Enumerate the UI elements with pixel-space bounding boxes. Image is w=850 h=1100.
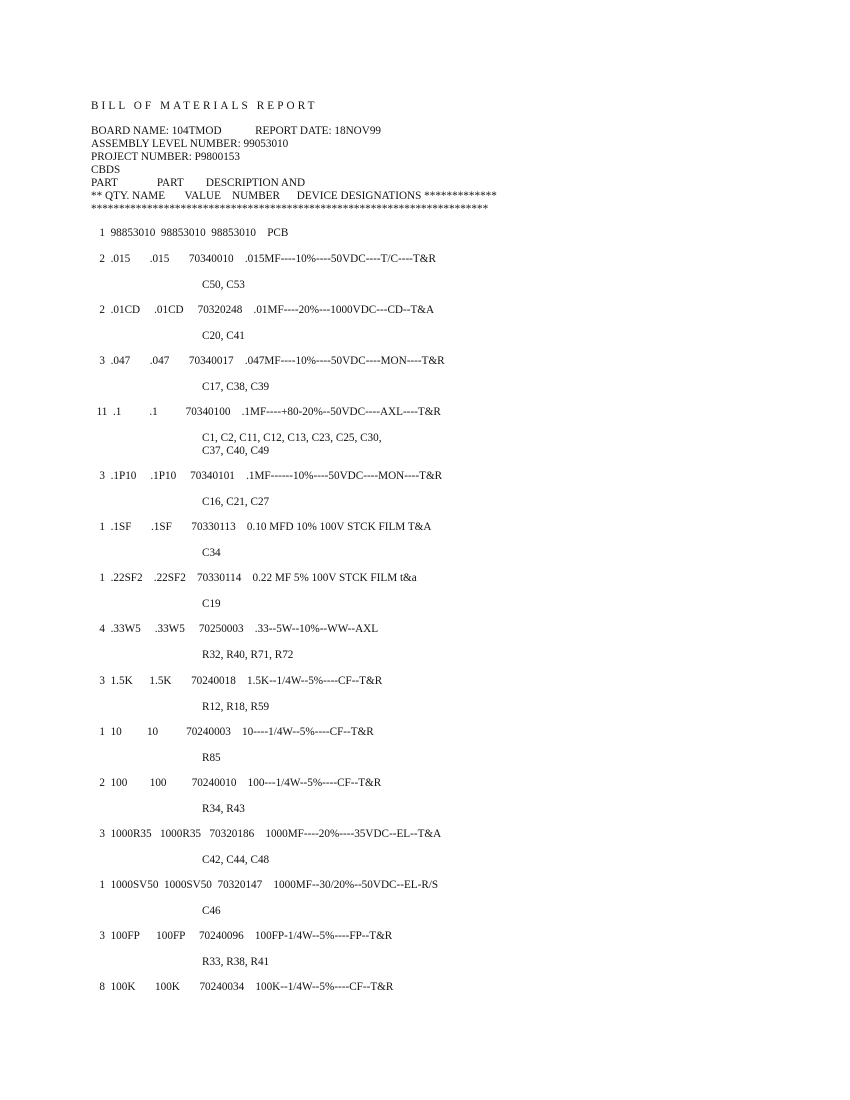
- device-designators: C34: [202, 547, 221, 559]
- bom-row: 8 100K 100K 70240034 100K--1/4W--5%----CF--T&R: [91, 981, 394, 993]
- bom-row: 1 .1SF .1SF 70330113 0.10 MFD 10% 100V STCK FILM T&A: [91, 521, 432, 533]
- device-designators: R34, R43: [202, 803, 245, 815]
- bom-row: 1 .22SF2 .22SF2 70330114 0.22 MF 5% 100V STCK FILM t&a: [91, 572, 417, 584]
- project-number-line: PROJECT NUMBER: P9800153: [91, 151, 240, 163]
- device-designators: C50, C53: [202, 279, 245, 291]
- device-designators: C20, C41: [202, 330, 245, 342]
- device-designators: R32, R40, R71, R72: [202, 649, 294, 661]
- cbds-line: CBDS: [91, 164, 121, 176]
- bom-row: 2 100 100 70240010 100---1/4W--5%----CF--T&R: [91, 777, 382, 789]
- device-designators: R12, R18, R59: [202, 701, 270, 713]
- bom-row: 3 1.5K 1.5K 70240018 1.5K--1/4W--5%----CF--T&R: [91, 675, 383, 687]
- separator-stars: ***********************************************************************: [91, 203, 489, 215]
- device-designators: R33, R38, R41: [202, 956, 270, 968]
- column-header-2: ** QTY. NAME VALUE NUMBER DEVICE DESIGNATIONS *************: [91, 190, 497, 202]
- bom-row: 4 .33W5 .33W5 70250003 .33--5W--10%--WW--AXL: [91, 623, 379, 635]
- device-designators: C17, C38, C39: [202, 381, 270, 393]
- bom-row: 1 98853010 98853010 98853010 PCB: [91, 227, 289, 239]
- device-designators: C37, C40, C49: [202, 445, 270, 457]
- bom-row: 2 .015 .015 70340010 .015MF----10%----50VDC----T/C----T&R: [91, 253, 436, 265]
- device-designators: C42, C44, C48: [202, 854, 270, 866]
- bom-row: 3 100FP 100FP 70240096 100FP-1/4W--5%----FP--T&R: [91, 930, 393, 942]
- bom-row: 3 1000R35 1000R35 70320186 1000MF----20%----35VDC--EL--T&A: [91, 828, 442, 840]
- bom-row: 11 .1 .1 70340100 .1MF----+80-20%--50VDC----AXL----T&R: [91, 406, 441, 418]
- device-designators: R85: [202, 752, 221, 764]
- board-name-line: BOARD NAME: 104TMOD REPORT DATE: 18NOV99: [91, 125, 382, 137]
- bom-row: 1 1000SV50 1000SV50 70320147 1000MF--30/20%--50VDC--EL-R/S: [91, 879, 439, 891]
- device-designators: C46: [202, 905, 221, 917]
- column-header-1: PART PART DESCRIPTION AND: [91, 177, 306, 189]
- bom-row: 3 .047 .047 70340017 .047MF----10%----50VDC----MON----T&R: [91, 355, 445, 367]
- bom-row: 3 .1P10 .1P10 70340101 .1MF------10%----50VDC----MON----T&R: [91, 470, 443, 482]
- device-designators: C19: [202, 598, 221, 610]
- report-title: BILL OF MATERIALS REPORT: [91, 100, 318, 112]
- assembly-level-line: ASSEMBLY LEVEL NUMBER: 99053010: [91, 138, 289, 150]
- bom-row: 1 10 10 70240003 10----1/4W--5%----CF--T&R: [91, 726, 374, 738]
- bom-row: 2 .01CD .01CD 70320248 .01MF----20%---1000VDC---CD--T&A: [91, 304, 435, 316]
- device-designators: C1, C2, C11, C12, C13, C23, C25, C30,: [202, 432, 382, 444]
- device-designators: C16, C21, C27: [202, 496, 270, 508]
